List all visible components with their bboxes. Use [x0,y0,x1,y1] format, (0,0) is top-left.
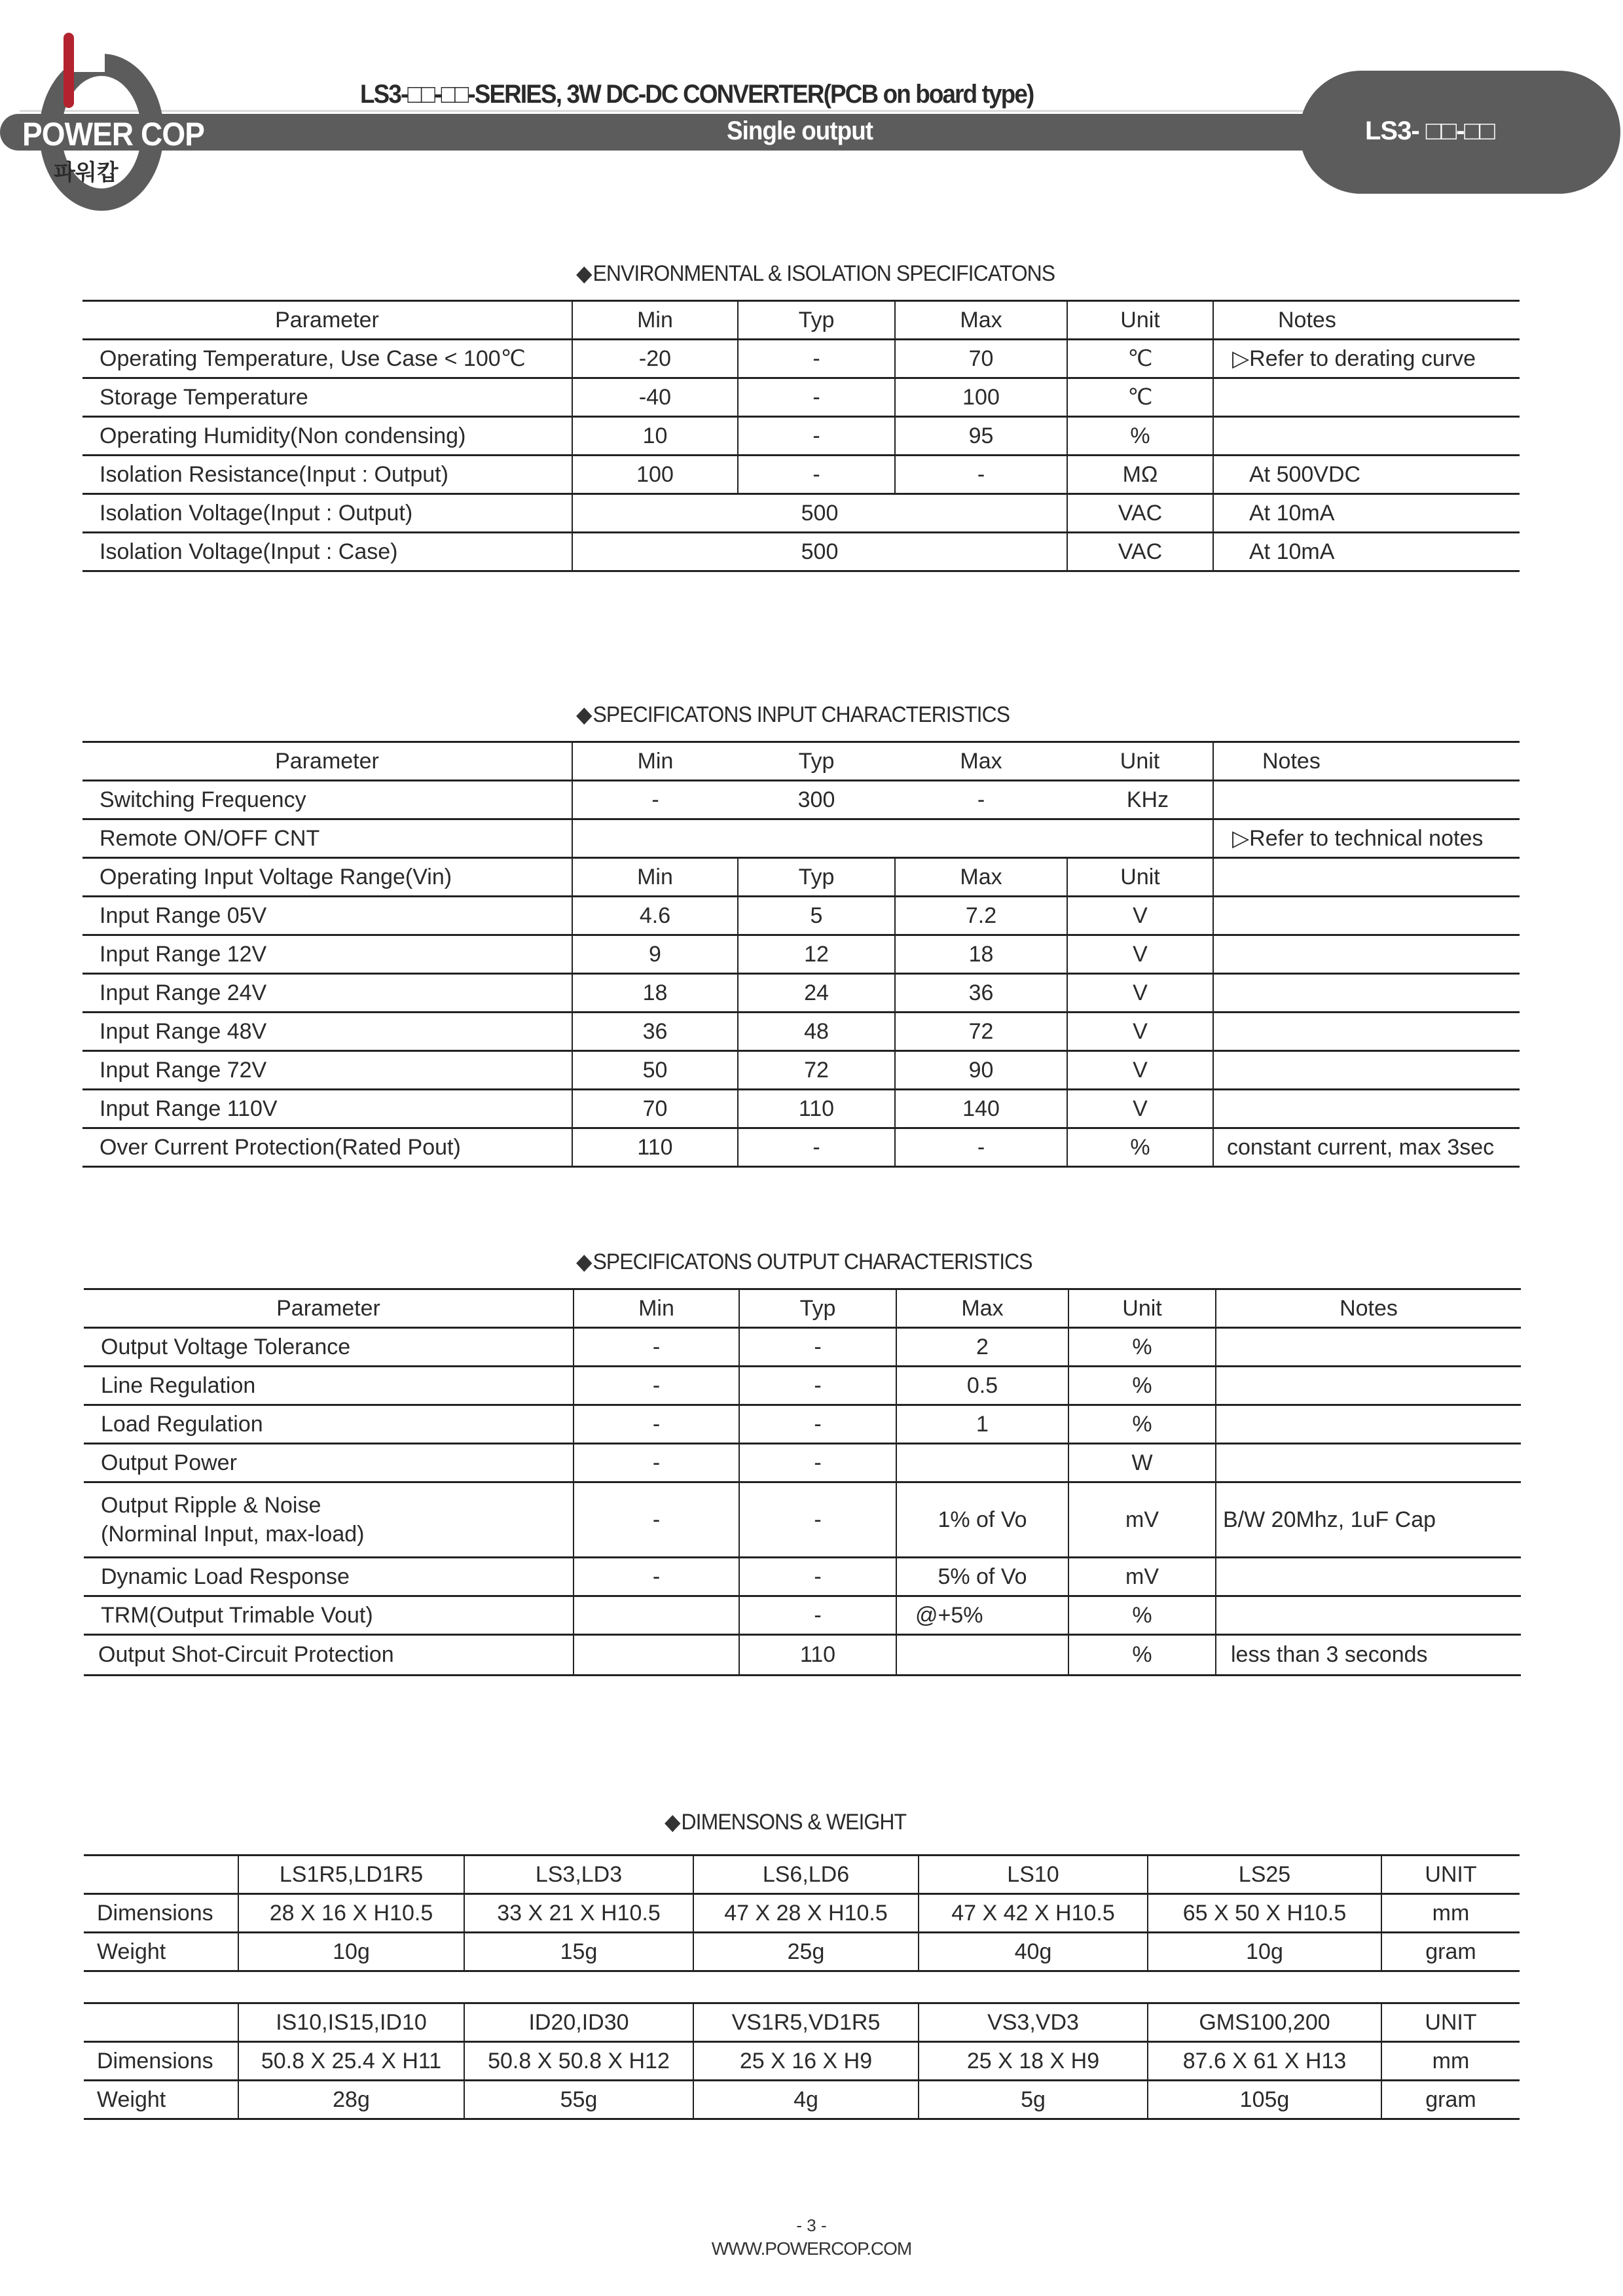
typ-cell: - [739,1596,896,1635]
min-cell: - [574,1367,739,1405]
notes-cell [1213,897,1520,935]
max-cell: 90 [895,1051,1067,1090]
header-rule [20,110,1525,112]
model-header: ID20,ID30 [464,2003,693,2042]
brand-name: POWER COP [22,116,204,152]
unit-cell: % [1067,417,1213,456]
header-cell: Unit [1068,1289,1216,1328]
unit-cell: mV [1068,1558,1216,1596]
table-row [84,1367,1521,1405]
header-cell: Min [572,301,738,340]
param-cell: Isolation Voltage(Input : Case) [82,533,572,571]
param-cell: Isolation Resistance(Input : Output) [82,456,572,494]
weight-cell: 15g [464,1933,693,1971]
min-cell: - [574,1328,739,1367]
table-row [82,897,1520,935]
notes-cell: At 10mA [1213,533,1520,571]
header-cell: Max [895,742,1067,781]
min-cell: 36 [572,1013,738,1051]
table-header-row [84,2003,1520,2042]
param-cell: Operating Temperature, Use Case < 100℃ [82,340,572,378]
typ-cell: 110 [738,1090,895,1128]
min-cell: 18 [572,974,738,1013]
param-cell: Input Range 48V [82,1013,572,1051]
header-cell: Typ [738,742,895,781]
unit-cell: % [1068,1405,1216,1444]
unit-cell: VAC [1067,494,1213,533]
param-cell: Switching Frequency [82,781,572,819]
max-cell: - [895,456,1067,494]
typ-cell: - [738,378,895,417]
table-row [82,456,1520,494]
unit-cell: mm [1381,2042,1520,2081]
section-title-text: ENVIRONMENTAL & ISOLATION SPECIFICATONS [593,261,1055,286]
typ-cell: 5 [738,897,895,935]
diamond-bullet-icon: ◆ [576,702,592,727]
notes-cell: At 500VDC [1213,456,1520,494]
typ-cell: 48 [738,1013,895,1051]
min-cell: 10 [572,417,738,456]
unit-header: UNIT [1381,2003,1520,2042]
notes-cell [1216,1596,1521,1635]
header-cell: Notes [1216,1289,1521,1328]
min-cell: -40 [572,378,738,417]
unit-cell: % [1068,1328,1216,1367]
param-cell: Input Range 05V [82,897,572,935]
header-cell: Typ [738,301,895,340]
dimension-cell: 50.8 X 25.4 X H11 [238,2042,464,2081]
max-cell: 140 [895,1090,1067,1128]
min-cell: - [574,1482,739,1558]
dimensions-row [84,1894,1520,1933]
typ-cell: - [738,456,895,494]
table-header-row [82,742,1520,781]
section-title-environmental [576,260,1055,287]
table-row [82,417,1520,456]
param-cell: Remote ON/OFF CNT [82,819,572,858]
environmental-table [82,300,1520,572]
unit-cell: V [1067,974,1213,1013]
min-cell: Min [572,858,738,897]
unit-cell: gram [1381,2081,1520,2119]
dimension-cell: 47 X 42 X H10.5 [919,1894,1148,1933]
param-cell: Isolation Voltage(Input : Output) [82,494,572,533]
min-cell: - [574,1558,739,1596]
table-row [84,1444,1521,1482]
param-cell: Output Voltage Tolerance [84,1328,574,1367]
row-label: Dimensions [84,2042,238,2081]
notes-cell [1213,1051,1520,1090]
table-row [82,378,1520,417]
unit-cell: % [1068,1367,1216,1405]
typ-cell: - [739,1558,896,1596]
param-cell: Input Range 110V [82,1090,572,1128]
dimension-cell: 87.6 X 61 X H13 [1148,2042,1381,2081]
unit-cell: V [1067,935,1213,974]
table-header-row [84,1856,1520,1894]
row-label: Weight [84,1933,238,1971]
header-cell: Min [572,742,738,781]
min-cell: 70 [572,1090,738,1128]
typ-cell: - [739,1328,896,1367]
unit-cell: mm [1381,1894,1520,1933]
table-header-row [84,1289,1521,1328]
max-cell: 1% of Vo [896,1482,1068,1558]
min-cell: 110 [572,1128,738,1167]
unit-cell: ℃ [1067,378,1213,417]
dimension-cell: 50.8 X 50.8 X H12 [464,2042,693,2081]
param-cell: Input Range 12V [82,935,572,974]
param-cell: Dynamic Load Response [84,1558,574,1596]
unit-cell: mV [1068,1482,1216,1558]
typ-cell: 110 [739,1635,896,1676]
param-cell: TRM(Output Trimable Vout) [84,1596,574,1635]
min-cell [574,1635,739,1676]
unit-cell: V [1067,897,1213,935]
weight-cell: 55g [464,2081,693,2119]
notes-cell [1216,1444,1521,1482]
section-title-text: SPECIFICATONS INPUT CHARACTERISTICS [593,702,1010,727]
weight-cell: 25g [693,1933,919,1971]
max-cell: Max [895,858,1067,897]
typ-cell: - [738,1128,895,1167]
dimensions-table-1 [84,1854,1520,1972]
notes-cell: B/W 20Mhz, 1uF Cap [1216,1482,1521,1558]
table-row [84,1596,1521,1635]
weight-cell: 40g [919,1933,1148,1971]
notes-cell [1213,378,1520,417]
param-cell: Input Range 72V [82,1051,572,1090]
weight-cell: 105g [1148,2081,1381,2119]
unit-cell: W [1068,1444,1216,1482]
unit-cell: MΩ [1067,456,1213,494]
weight-cell: 10g [238,1933,464,1971]
model-header: LS1R5,LD1R5 [238,1856,464,1894]
unit-header: UNIT [1381,1856,1520,1894]
section-title-output [576,1249,1032,1275]
header-cell: Notes [1213,742,1520,781]
notes-cell: constant current, max 3sec [1213,1128,1520,1167]
header-cell: Max [896,1289,1068,1328]
notes-cell [1216,1405,1521,1444]
model-header: LS6,LD6 [693,1856,919,1894]
diamond-bullet-icon: ◆ [665,1810,680,1835]
table-row [82,533,1520,571]
notes-cell [1213,1013,1520,1051]
weight-cell: 28g [238,2081,464,2119]
notes-cell [1213,781,1520,819]
dimensions-row [84,2042,1520,2081]
min-cell: - [574,1444,739,1482]
max-cell: 18 [895,935,1067,974]
weight-cell: 10g [1148,1933,1381,1971]
unit-cell: VAC [1067,533,1213,571]
notes-cell: At 10mA [1213,494,1520,533]
typ-cell: - [738,340,895,378]
param-cell: Output Shot-Circuit Protection [84,1635,574,1676]
notes-cell [1213,974,1520,1013]
section-title-input [576,702,1010,728]
header-cell: Parameter [82,742,572,781]
min-cell: 100 [572,456,738,494]
header-cell: Unit [1067,301,1213,340]
dimension-cell: 25 X 18 X H9 [919,2042,1148,2081]
typ-cell: Typ [738,858,895,897]
value-cell: 500 [572,494,1067,533]
table-row [84,1328,1521,1367]
empty-cell [572,819,1213,858]
weight-row [84,1933,1520,1971]
section-title-text: DIMENSONS & WEIGHT [681,1810,907,1835]
model-header: VS1R5,VD1R5 [693,2003,919,2042]
table-row [82,1128,1520,1167]
table-row [84,1635,1521,1676]
typ-cell: - [739,1367,896,1405]
row-label: Dimensions [84,1894,238,1933]
notes-cell [1213,858,1520,897]
typ-cell: 300 [738,781,895,819]
notes-cell [1213,935,1520,974]
param-cell: Storage Temperature [82,378,572,417]
value-cell: 500 [572,533,1067,571]
max-cell: 5% of Vo [896,1558,1068,1596]
table-row [84,1482,1521,1558]
document-title: LS3-□□-□□-SERIES, 3W DC-DC CONVERTER(PCB on board type) [360,80,1034,109]
max-cell: - [895,1128,1067,1167]
input-table [82,741,1520,1168]
unit-cell: V [1067,1051,1213,1090]
typ-cell: 24 [738,974,895,1013]
dimension-cell: 28 X 16 X H10.5 [238,1894,464,1933]
header-cell [84,1856,238,1894]
max-cell: 70 [895,340,1067,378]
min-cell: 50 [572,1051,738,1090]
min-cell: - [572,781,738,819]
header-cell: Max [895,301,1067,340]
param-cell: Operating Input Voltage Range(Vin) [82,858,572,897]
header-cell [84,2003,238,2042]
weight-row [84,2081,1520,2119]
param-line-1: Output Ripple & Noise [101,1493,321,1518]
dimension-cell: 65 X 50 X H10.5 [1148,1894,1381,1933]
max-cell: 36 [895,974,1067,1013]
model-header: VS3,VD3 [919,2003,1148,2042]
min-cell: - [574,1405,739,1444]
unit-cell: % [1068,1635,1216,1676]
dimension-cell: 33 X 21 X H10.5 [464,1894,693,1933]
param-cell: Line Regulation [84,1367,574,1405]
max-cell: 100 [895,378,1067,417]
param-cell: Operating Humidity(Non condensing) [82,417,572,456]
max-cell: 2 [896,1328,1068,1367]
unit-cell: ℃ [1067,340,1213,378]
table-row [82,935,1520,974]
output-table [84,1288,1521,1676]
param-cell: Over Current Protection(Rated Pout) [82,1128,572,1167]
table-row [82,494,1520,533]
notes-cell [1216,1558,1521,1596]
diamond-bullet-icon: ◆ [576,261,592,286]
section-title-text: SPECIFICATONS OUTPUT CHARACTERISTICS [593,1249,1032,1274]
table-row [82,974,1520,1013]
typ-cell: - [739,1444,896,1482]
model-header: IS10,IS15,ID10 [238,2003,464,2042]
header-cell: Parameter [82,301,572,340]
row-label: Weight [84,2081,238,2119]
param-cell: Output Power [84,1444,574,1482]
model-header: GMS100,200 [1148,2003,1381,2042]
notes-cell [1216,1328,1521,1367]
header-cell: Min [574,1289,739,1328]
weight-cell: 4g [693,2081,919,2119]
page-number: - 3 - [796,2215,827,2235]
notes-cell [1216,1367,1521,1405]
power-switch-icon [64,33,74,108]
dimension-cell: 25 X 16 X H9 [693,2042,919,2081]
model-header: LS3,LD3 [464,1856,693,1894]
header-cell: Notes [1213,301,1520,340]
max-cell: 95 [895,417,1067,456]
notes-cell: ▷Refer to derating curve [1213,340,1520,378]
model-code: LS3- □□-□□ [1365,117,1495,145]
unit-cell: % [1067,1128,1213,1167]
table-header-row [82,301,1520,340]
unit-cell: V [1067,1090,1213,1128]
table-row [82,340,1520,378]
header-cell: Parameter [84,1289,574,1328]
weight-cell: 5g [919,2081,1148,2119]
table-row [82,1051,1520,1090]
min-cell [574,1596,739,1635]
typ-cell: - [739,1405,896,1444]
table-row [84,1405,1521,1444]
typ-cell: - [739,1482,896,1558]
notes-cell [1213,417,1520,456]
notes-cell [1213,1090,1520,1128]
table-row [82,819,1520,858]
typ-cell: 12 [738,935,895,974]
max-cell [896,1635,1068,1676]
unit-cell: gram [1381,1933,1520,1971]
unit-cell: Unit [1067,858,1213,897]
header-cell: Typ [739,1289,896,1328]
param-cell: Load Regulation [84,1405,574,1444]
table-row [84,1558,1521,1596]
table-row [82,781,1520,819]
min-cell: 4.6 [572,897,738,935]
param-cell [84,1482,574,1558]
min-cell: 9 [572,935,738,974]
table-row [82,1013,1520,1051]
diamond-bullet-icon: ◆ [576,1249,592,1274]
max-cell [896,1444,1068,1482]
typ-cell: 72 [738,1051,895,1090]
dimension-cell: 47 X 28 X H10.5 [693,1894,919,1933]
brand-name-korean: 파워캅 [54,160,119,185]
dimensions-table-2 [84,2002,1520,2120]
param-cell: Input Range 24V [82,974,572,1013]
document-subtitle: Single output [727,117,873,145]
max-cell: 7.2 [895,897,1067,935]
website-url: WWW.POWERCOP.COM [711,2238,912,2259]
unit-cell: % [1068,1596,1216,1635]
unit-cell: KHz [1067,781,1213,819]
param-line-2: (Norminal Input, max-load) [101,1522,365,1547]
header-bar [0,114,1375,151]
model-header: LS10 [919,1856,1148,1894]
table-subheader-row [82,858,1520,897]
section-title-dimensions [665,1809,906,1835]
table-row [82,1090,1520,1128]
unit-cell: V [1067,1013,1213,1051]
min-cell: -20 [572,340,738,378]
typ-cell: - [738,417,895,456]
max-cell: 1 [896,1405,1068,1444]
header-cell: Unit [1067,742,1213,781]
max-cell: @+5% [896,1596,1068,1635]
max-cell: - [895,781,1067,819]
max-cell: 72 [895,1013,1067,1051]
model-header: LS25 [1148,1856,1381,1894]
notes-cell: ▷Refer to technical notes [1213,819,1520,858]
max-cell: 0.5 [896,1367,1068,1405]
notes-cell: less than 3 seconds [1216,1635,1521,1676]
